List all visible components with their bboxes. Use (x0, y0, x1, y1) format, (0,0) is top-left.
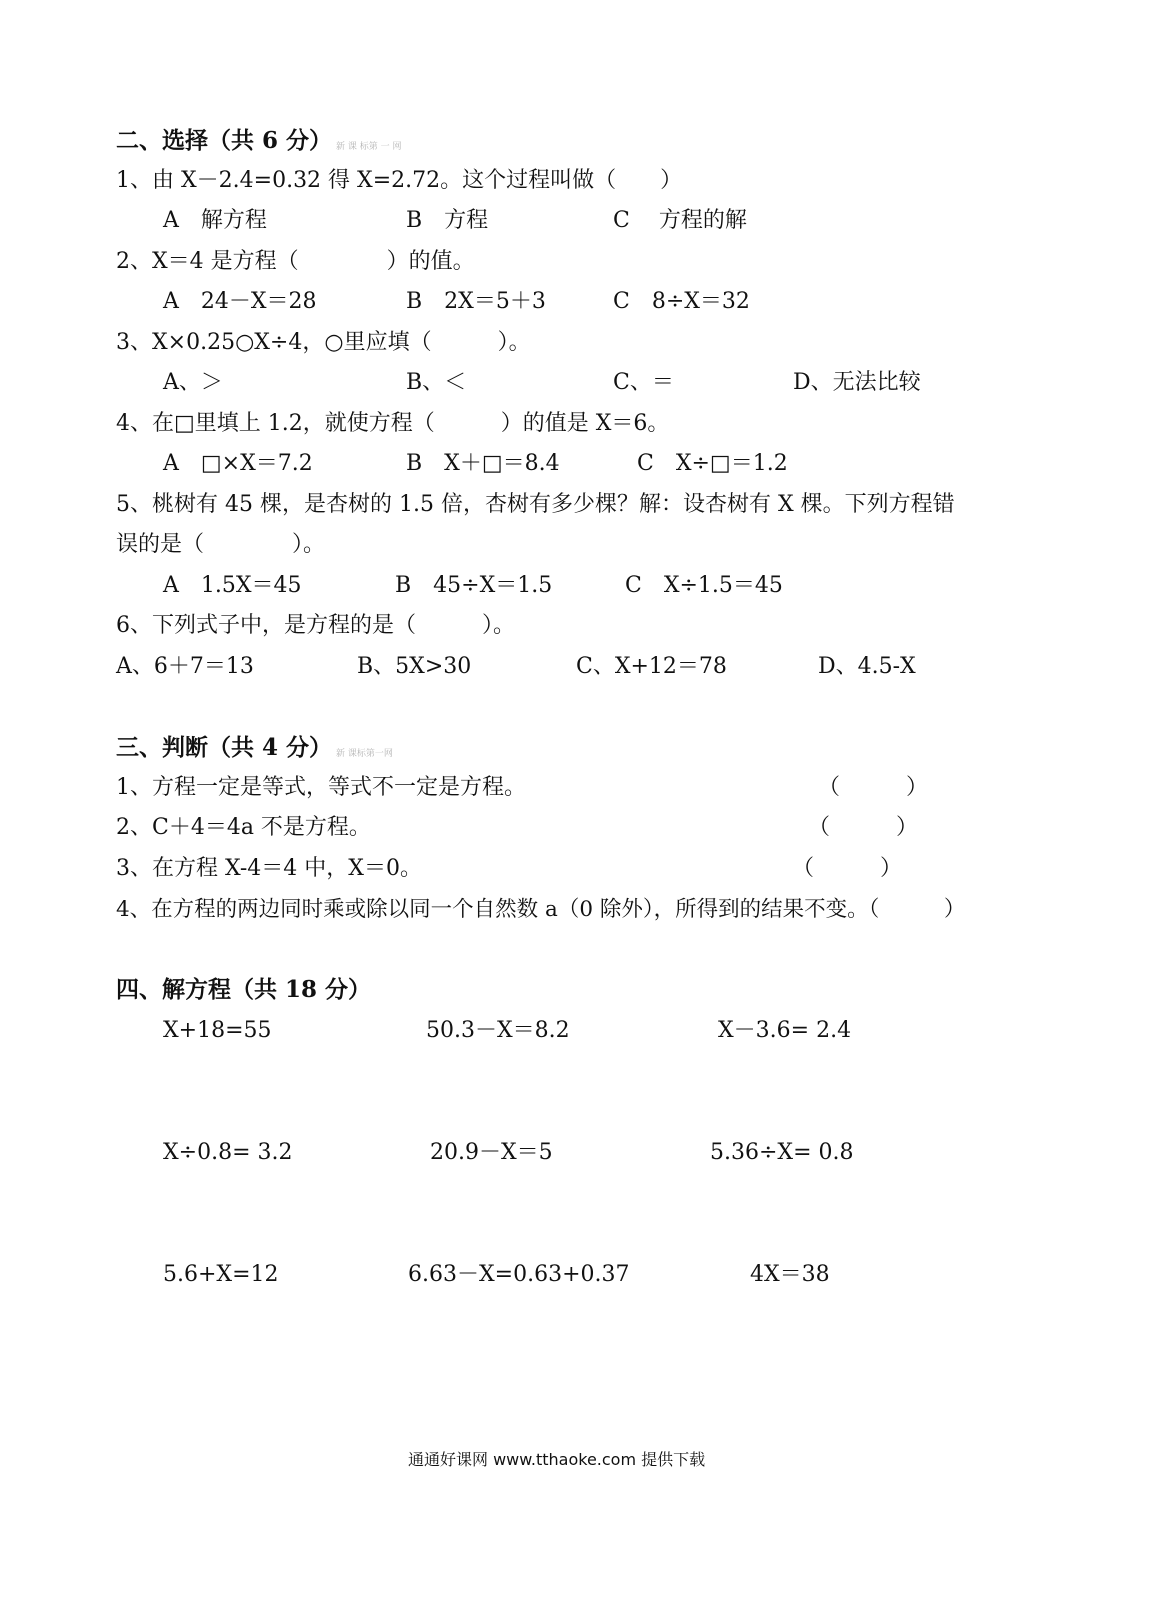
section-choice-title: 二、选择（共 6 分） (116, 127, 333, 154)
choice-q6-option-b: B、5X>30 (357, 654, 472, 679)
choice-q5-stem: 5、桃树有 45 棵，是杏树的 1.5 倍，杏树有多少棵？解：设杏树有 X 棵。下列方程错 (116, 492, 955, 517)
choice-q3-stem: 3、X×0.25○X÷4，○里应填（ ）。 (116, 330, 531, 355)
choice-q3-option-c: C、＝ (613, 370, 674, 395)
judge-item-2-answer-paren: （ ） (808, 815, 919, 840)
choice-q5-option-c: C X÷1.5＝45 (625, 573, 783, 598)
equation-item: X－3.6= 2.4 (718, 1018, 852, 1043)
choice-q4-option-b: B X＋□＝8.4 (406, 451, 560, 476)
section-solve-title: 四、解方程（共 18 分） (116, 976, 372, 1003)
choice-q5-stem-continued: 误的是（ ）。 (116, 532, 326, 557)
section-judge-title: 三、判断（共 4 分） (116, 734, 333, 761)
choice-q5-option-b: B 45÷X＝1.5 (395, 573, 553, 598)
choice-q5-option-a: A 1.5X＝45 (163, 573, 302, 598)
judge-item-3: 3、在方程 X-4＝4 中，X＝0。 (116, 856, 422, 881)
equation-item: 6.63－X=0.63+0.37 (408, 1262, 630, 1287)
equation-item: 50.3－X＝8.2 (426, 1018, 570, 1043)
choice-q3-option-d: D、无法比较 (793, 370, 921, 395)
equation-item: 4X＝38 (750, 1262, 830, 1287)
judge-item-3-answer-paren: （ ） (792, 856, 903, 881)
choice-q3-option-b: B、＜ (406, 370, 467, 395)
choice-q1-stem: 1、由 X－2.4=0.32 得 X=2.72。这个过程叫做（ ） (116, 168, 683, 193)
choice-q6-option-d: D、4.5-X (818, 654, 916, 679)
footer-source-text: 通通好课网 www.tthaoke.com 提供下载 (408, 1450, 706, 1469)
choice-q4-stem: 4、在□里填上 1.2，就使方程（ ）的值是 X＝6。 (116, 411, 670, 436)
equation-item: 20.9－X＝5 (430, 1140, 553, 1165)
equation-item: 5.6+X=12 (163, 1262, 279, 1287)
choice-q2-option-a: A 24－X＝28 (163, 289, 317, 314)
choice-q2-option-c: C 8÷X＝32 (613, 289, 750, 314)
judge-item-4: 4、在方程的两边同时乘或除以同一个自然数 a（0 除外），所得到的结果不变。（ ） (116, 897, 966, 922)
choice-q6-stem: 6、下列式子中，是方程的是（ ）。 (116, 613, 515, 638)
choice-q3-option-a: A、＞ (163, 370, 223, 395)
judge-item-2: 2、C＋4＝4a 不是方程。 (116, 815, 371, 840)
choice-q2-option-b: B 2X＝5＋3 (406, 289, 546, 314)
watermark-text: 新 课标第一网 (336, 749, 393, 759)
choice-q4-option-c: C X÷□＝1.2 (637, 451, 788, 476)
choice-q1-option-a: A 解方程 (163, 208, 267, 233)
choice-q6-option-c: C、X+12＝78 (576, 654, 727, 679)
choice-q6-option-a: A、6＋7＝13 (116, 654, 254, 679)
choice-q1-option-c: C 方程的解 (613, 208, 747, 233)
judge-item-1-answer-paren: （ ） (818, 775, 929, 800)
equation-item: X+18=55 (163, 1018, 272, 1043)
watermark-text: 新 课 标第 一 网 (336, 142, 402, 152)
choice-q1-option-b: B 方程 (406, 208, 489, 233)
choice-q4-option-a: A □×X＝7.2 (163, 451, 313, 476)
choice-q2-stem: 2、X＝4 是方程（ ）的值。 (116, 249, 475, 274)
equation-item: 5.36÷X= 0.8 (710, 1140, 854, 1165)
judge-item-1: 1、方程一定是等式，等式不一定是方程。 (116, 775, 526, 800)
equation-item: X÷0.8= 3.2 (163, 1140, 293, 1165)
